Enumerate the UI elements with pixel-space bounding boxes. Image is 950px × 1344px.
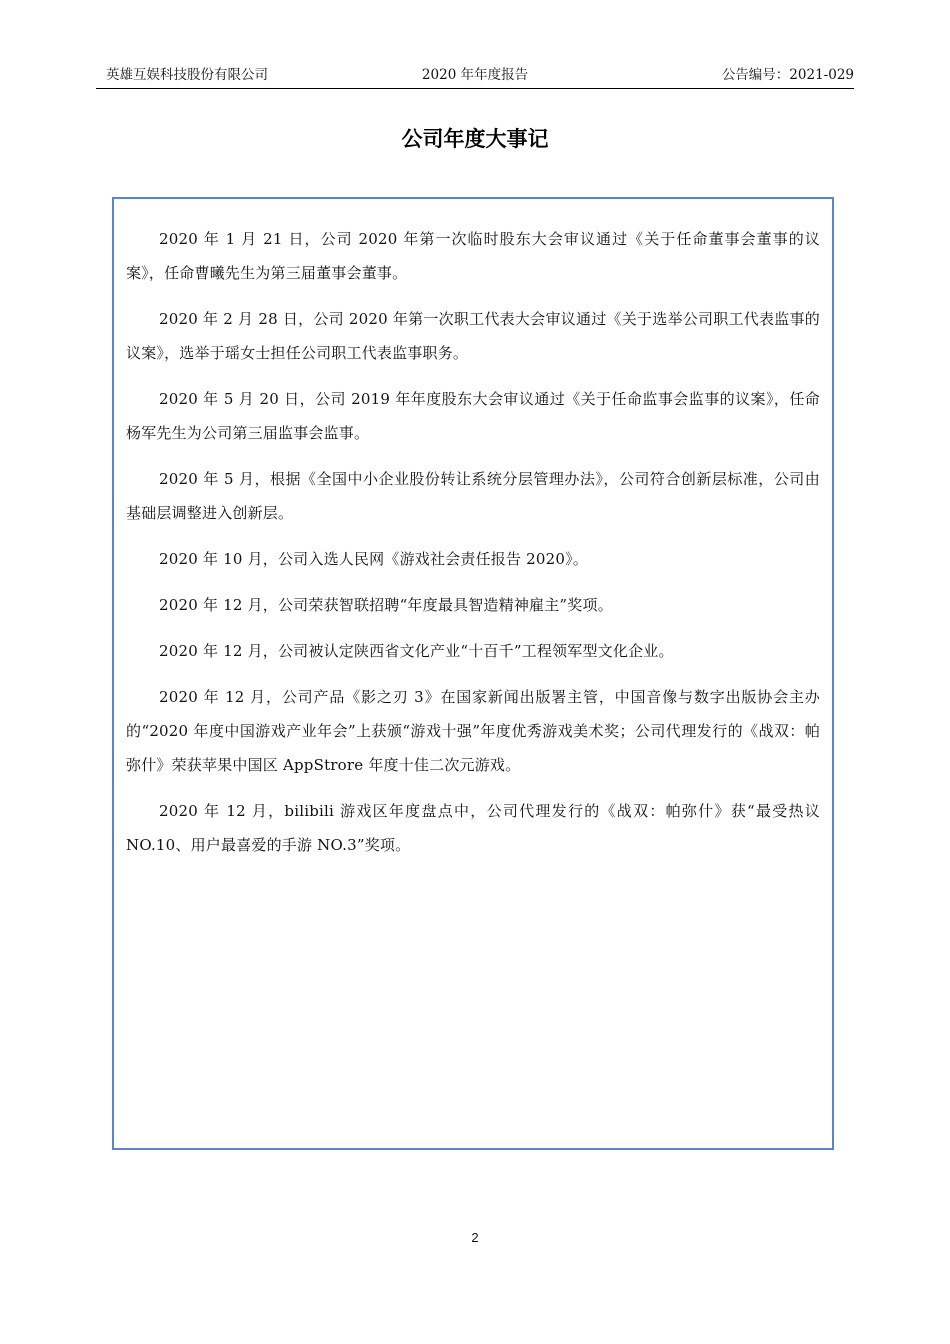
page-title: 公司年度大事记: [401, 127, 549, 151]
header-company-name: 英雄互娱科技股份有限公司: [106, 67, 268, 83]
header-announcement-number: 公告编号：2021-029: [721, 67, 854, 83]
page-header: [96, 62, 854, 89]
event-paragraph: 2020 年 12 月，公司被认定陕西省文化产业“十百千”工程领军型文化企业。: [159, 642, 674, 660]
page-number: 2: [471, 1230, 479, 1245]
event-paragraph: 2020 年 1 月 21 日，公司 2020 年第一次临时股东大会审议通过《关于任命董事会董事的议案》，任命曹曦先生为第三届董事会董事。: [126, 230, 820, 282]
event-paragraph: 2020 年 2 月 28 日，公司 2020 年第一次职工代表大会审议通过《关于选举公司职工代表监事的议案》，选举于瑶女士担任公司职工代表监事职务。: [126, 310, 820, 362]
event-paragraph: 2020 年 12 月，公司产品《影之刃 3》在国家新闻出版署主管，中国音像与数字出版协会主办的“2020 年度中国游戏产业年会”上获颁“游戏十强”年度优秀游戏美术奖；公司代理发行的《战双：帕弥什》荣获苹果中国区 AppStrore 年度十佳二次元游戏。: [126, 688, 820, 774]
event-paragraph: 2020 年 12 月，bilibili 游戏区年度盘点中，公司代理发行的《战双：帕弥什》获“最受热议 NO.10、用户最喜爱的手游 NO.3”奖项。: [126, 802, 820, 854]
event-paragraph: 2020 年 12 月，公司荣获智联招聘“年度最具智造精神雇主”奖项。: [159, 596, 613, 614]
events-box: [112, 197, 834, 1150]
event-paragraph: 2020 年 5 月 20 日，公司 2019 年年度股东大会审议通过《关于任命监事会监事的议案》，任命杨军先生为公司第三届监事会监事。: [126, 390, 820, 442]
event-paragraph: 2020 年 5 月，根据《全国中小企业股份转让系统分层管理办法》，公司符合创新层标准，公司由基础层调整进入创新层。: [126, 470, 820, 522]
header-report-title: 2020 年年度报告: [421, 67, 529, 83]
event-paragraph: 2020 年 10 月，公司入选人民网《游戏社会责任报告 2020》。: [159, 550, 589, 568]
